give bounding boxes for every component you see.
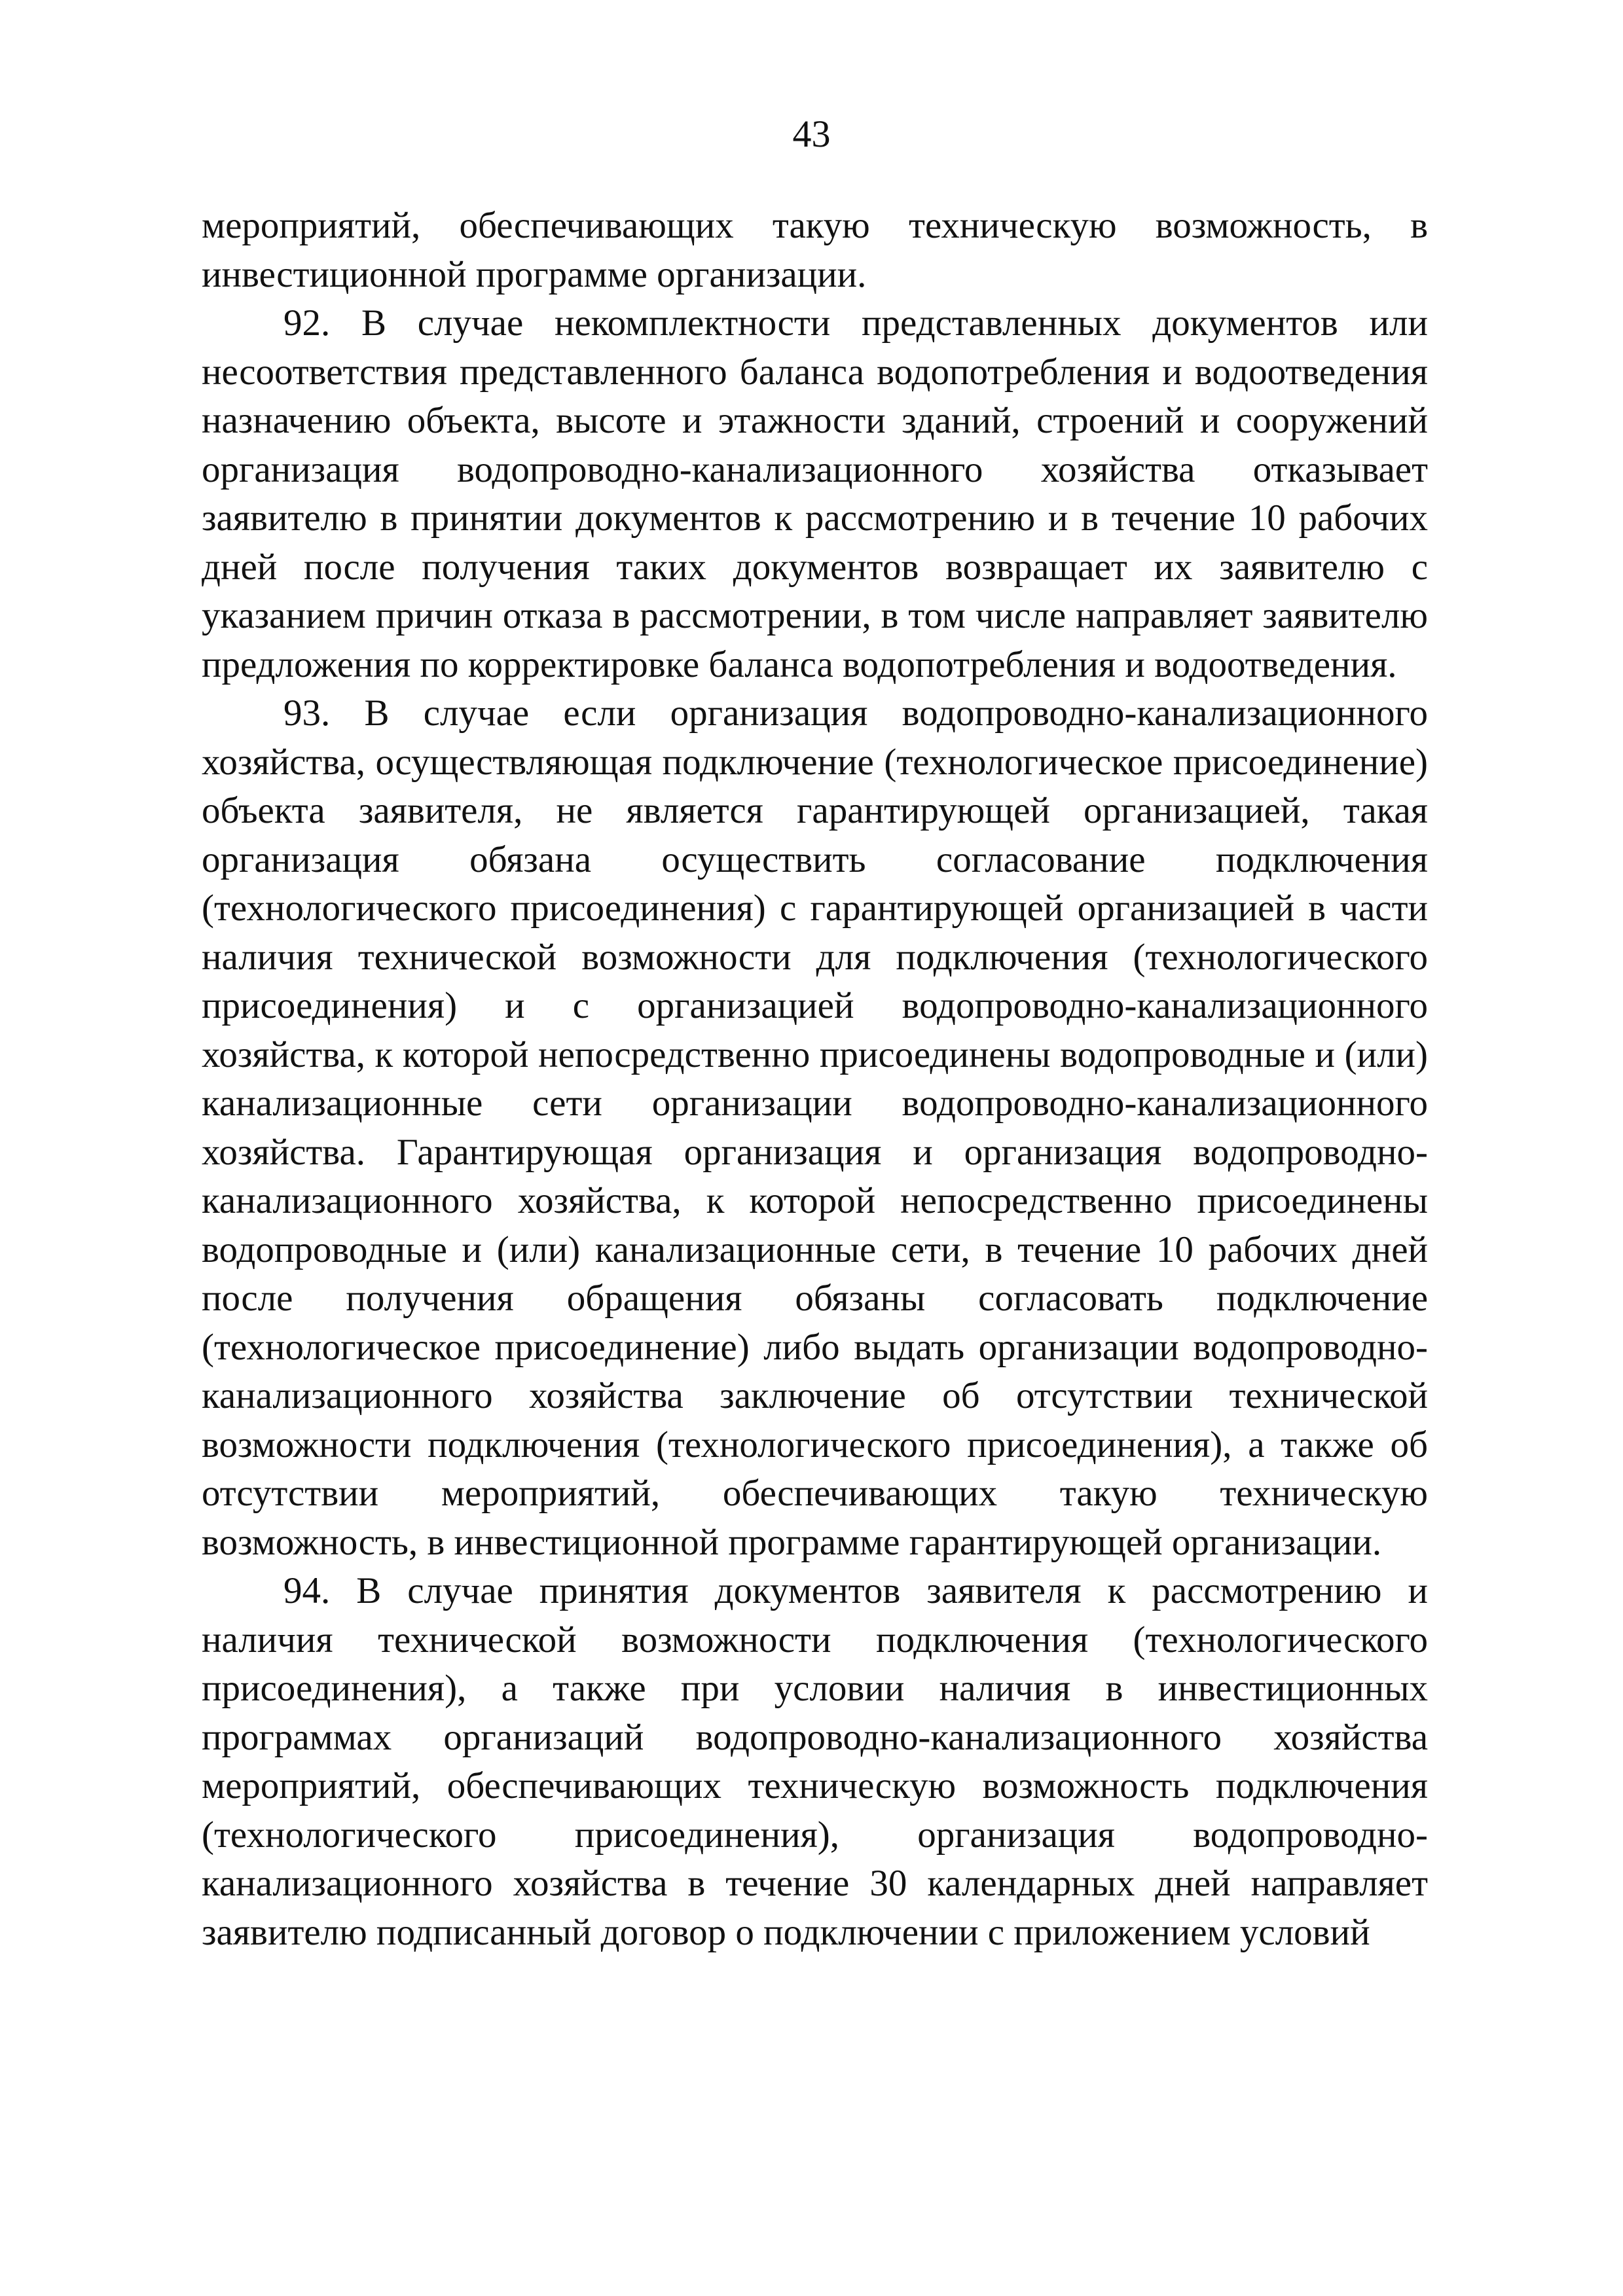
paragraph-94 [202, 1567, 1428, 1957]
paragraph-93 [202, 689, 1428, 1567]
paragraph-continuation [202, 202, 1428, 299]
paragraph-text: В случае некомплектности представленных документов или несоответствия представленного баланса водопотребления и водоотведения назначению объекта, высоте и этажности зданий, строений и сооружений организация водопроводно-канализационного хозяйства отказывает заявителю в принятии документов к рассмотрению и в течение 10 рабочих дней после получения таких документов возвращает их заявителю с указанием причин отказа в рассмотрении, в том числе направляет заявителю предложения по корректировке баланса водопотребления и водоотведения. [202, 302, 1428, 685]
page-number: 43 [792, 113, 831, 155]
item-number: 94. [283, 1570, 331, 1611]
paragraph-92 [202, 299, 1428, 689]
item-number: 93. [283, 692, 331, 734]
item-number: 92. [283, 302, 331, 344]
paragraph-text: В случае принятия документов заявителя к рассмотрению и наличия технической возможности подключения (технологического присоединения), а также при условии наличия в инвестиционных программах организаций водопроводно-канализационного хозяйства мероприятий, обеспечивающих техническую возможность подключения (технологического присоединения), организация водопроводно-канализационного хозяйства в течение 30 календарных дней направляет заявителю подписанный договор о подключении с приложением условий [202, 1570, 1429, 1953]
paragraph-text: В случае если организация водопроводно-канализационного хозяйства, осуществляющая подключение (технологическое присоединение) объекта заявителя, не является гарантирующей организацией, такая организация обязана осуществить согласование подключения (технологического присоединения) с гарантирующей организацией в части наличия технической возможности для подключения (технологического присоединения) и с организацией водопроводно-канализационного хозяйства, к которой непосредственно присоединены водопроводные и (или) канализационные сети организации водопроводно-канализационного хозяйства. Гарантирующая организация и организация водопроводно-канализационного хозяйства, к которой непосредственно присоединены водопроводные и (или) канализационные сети, в течение 10 рабочих дней после получения обращения обязаны согласовать подключение (технологическое присоединение) либо выдать организации водопроводно-канализационного хозяйства заключение об отсутствии технической возможности подключения (технологического присоединения), а также об отсутствии мероприятий, обеспечивающих такую техническую возможность, в инвестиционной программе гарантирующей организации. [202, 692, 1428, 1563]
document-body [202, 202, 1428, 1957]
paragraph-text: мероприятий, обеспечивающих такую техническую возможность, в инвестиционной программе организации. [202, 205, 1428, 295]
